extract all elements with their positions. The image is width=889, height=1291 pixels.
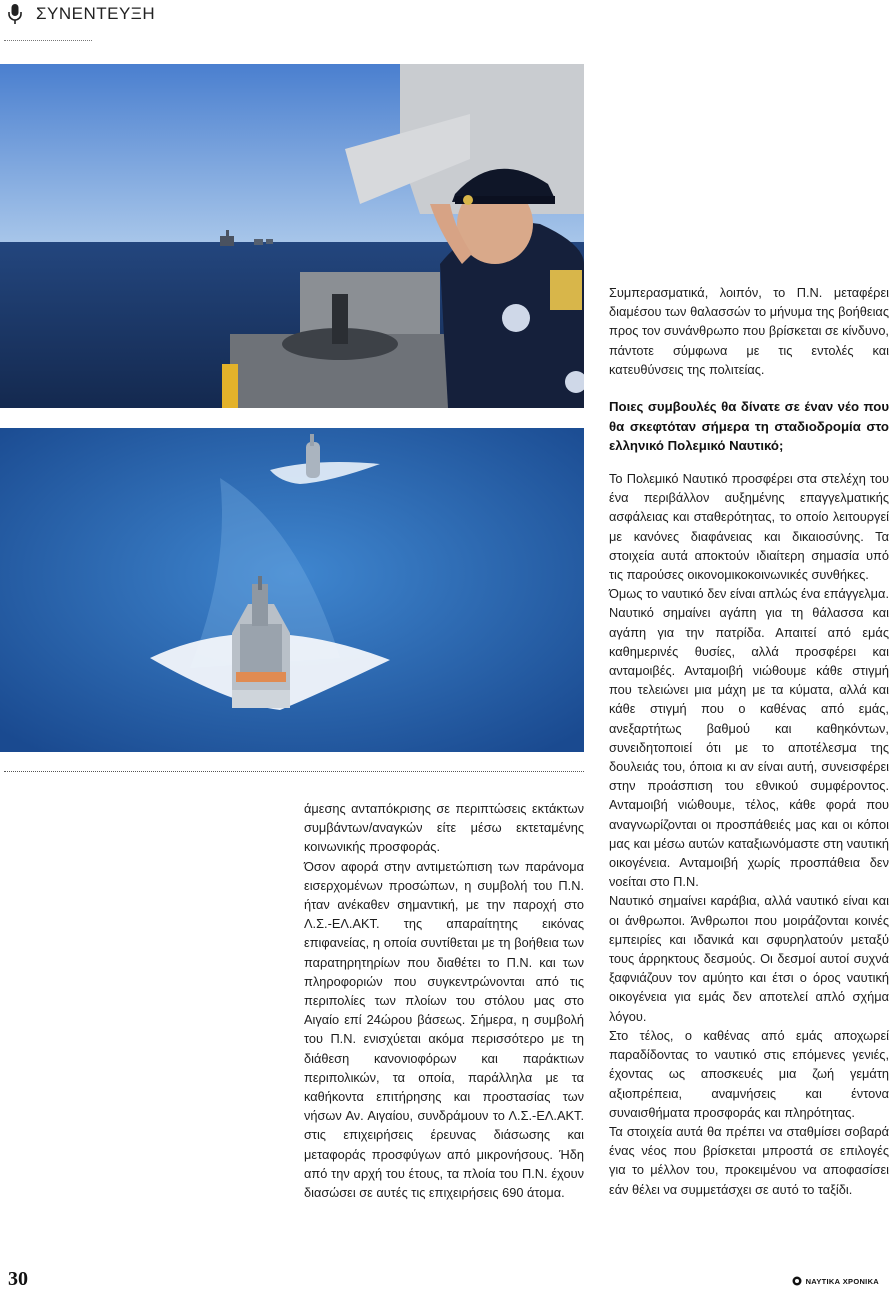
header-divider <box>4 40 92 41</box>
right-text-column <box>609 469 889 1199</box>
section-title: ΣΥΝΕΝΤΕΥΞΗ <box>36 4 156 23</box>
paragraph: Όμως το ναυτικό δεν είναι απλώς ένα επάγγελμα. Ναυτικό σημαίνει αγάπη για τη θάλασσα και αγάπη για την πατρίδα. Απαιτεί από εμάς καθημερινές θυσίες, αλλά προσφέρει και ανταμοιβές. Ανταμοιβή νιώθουμε κάθε στιγμή που τελειώνει μια μάχη με τα κύματα, αλλά και κάθε στιγμή που ο καθένας από εμάς, ανεξαρτήτως βαθμού και καθηκόντων, συνειδητοποιεί ότι με το αποτέλεσμα της δουλειάς του, όποια κι αν είναι αυτή, συνεισφέρει στην προάσπιση του εθνικού συμφέροντος. Ανταμοιβή νιώθουμε, τέλος, κάθε φορά που αναγνωρίζονται οι προσπάθειές μας και οι κόποι μας και μέσω αυτών καταξιωνόμαστε στη ναυτική οικογένεια. Ανταμοιβή χωρίς προσπάθεια δεν νοείται στο Π.Ν. <box>609 586 889 890</box>
photo-divider <box>4 771 584 772</box>
left-text-column <box>304 799 584 1202</box>
microphone-icon <box>6 3 24 25</box>
section-header <box>6 2 155 26</box>
intro-paragraph: Συμπερασματικά, λοιπόν, το Π.Ν. μεταφέρει διαμέσου των θαλασσών το μήνυμα της βοήθειας προς τον συνάνθρωπο που βρίσκεται σε κίνδυνο, πάντοτε σύμφωνα με τις εντολές και κατευθύνσεις της πολιτείας. <box>609 285 889 377</box>
paragraph: Το Πολεμικό Ναυτικό προσφέρει στα στελέχη του ένα περιβάλλον αυξημένης επαγγελματικής ασφάλειας και σταθερότητας, το οποίο λειτουργεί με κανόνες διαφάνειας και δικαιοσύνης. Τα στοιχεία αυτά αποκτούν ιδιαίτερη σημασία υπό τις παρούσες οικονομικοκοινωνικές συνθήκες. <box>609 471 889 583</box>
right-intro-column <box>609 283 889 379</box>
publication-name: ΝΑΥΤΙΚΑ ΧΡΟΝΙΚΑ <box>805 1276 879 1286</box>
publication-brand <box>792 1276 879 1286</box>
paragraph: Ναυτικό σημαίνει καράβια, αλλά ναυτικό είναι και οι άνθρωποι. Άνθρωποι που μοιράζονται κοινές εμπειρίες και ιδανικά και σφυρηλατούν μεταξύ τους άρρηκτους δεσμούς. Οι δεσμοί αυτοί συχνά ξαφνιάζουν τον αμύητο και έτσι ο όρος ναυτική οικογένεια για εμάς δεν αποτελεί απλό σχήμα λόγου. <box>609 893 889 1024</box>
page-number: 30 <box>8 1268 28 1290</box>
paragraph: άμεσης ανταπόκρισης σε περιπτώσεις εκτάκτων συμβάντων/αναγκών είτε μέσω εκτεταμένης κοινωνικής προσφοράς. <box>304 801 584 855</box>
paragraph: Όσον αφορά στην αντιμετώπιση των παράνομα εισερχομένων προσώπων, η συμβολή του Π.Ν. ήταν ανέκαθεν σημαντική, με την παροχή στο Λ.Σ.-ΕΛ.ΑΚΤ. της απαραίτητης εικόνας επιφανείας, η οποία συντίθεται με τη βοήθεια των παρατηρητηρίων που διαθέτει το Π.Ν. και των πληροφοριών που συγκεντρώνονται από τις περιπολίες των πλοίων του στόλου μας στο Αιγαίο επί 24ώρου βάσεως. Σήμερα, η συμβολή του Π.Ν. ενισχύεται ακόμα περισσότερο με τη διάθεση κανονιοφόρων και παράκτιων περιπολικών, τα οποία, παράλληλα με τα καθήκοντα επιτήρησης και προστασίας των νήσων Αν. Αιγαίου, συνδράμουν το Λ.Σ.-ΕΛ.ΑΚΤ. στις επιχειρήσεις έρευνας διάσωσης και μεταφοράς προσφύγων από μικρονήσους. Ήδη από την αρχή του έτους, τα πλοία του Π.Ν. έχουν διασώσει σε αυτές τις επιχειρήσεις 690 άτομα. <box>304 858 584 1201</box>
photo-officer-saluting <box>0 64 584 408</box>
photo-patrol-boats <box>0 428 584 752</box>
anchor-circle-icon <box>792 1276 802 1286</box>
paragraph: Τα στοιχεία αυτά θα πρέπει να σταθμίσει σοβαρά ένας νέος που βρίσκεται μπροστά σε επιλογές για το μέλλον του, προκειμένου να αποφασίσει εάν θέλει να συμμετάσχει σε αυτό το ταξίδι. <box>609 1123 889 1197</box>
paragraph: Στο τέλος, ο καθένας από εμάς αποχωρεί παραδίδοντας το ναυτικό στις επόμενες γενιές, έχοντας ως αποσκευές μια ζωή γεμάτη αξιοπρέπεια, αναμνήσεις και έντονα συναισθήματα προσφοράς και πληρότητας. <box>609 1027 889 1120</box>
interview-question: Ποιες συμβουλές θα δίνατε σε έναν νέο που θα σκεφτόταν σήμερα τη σταδιοδρομία στο ελληνικό Πολεμικό Ναυτικό; <box>609 399 889 453</box>
